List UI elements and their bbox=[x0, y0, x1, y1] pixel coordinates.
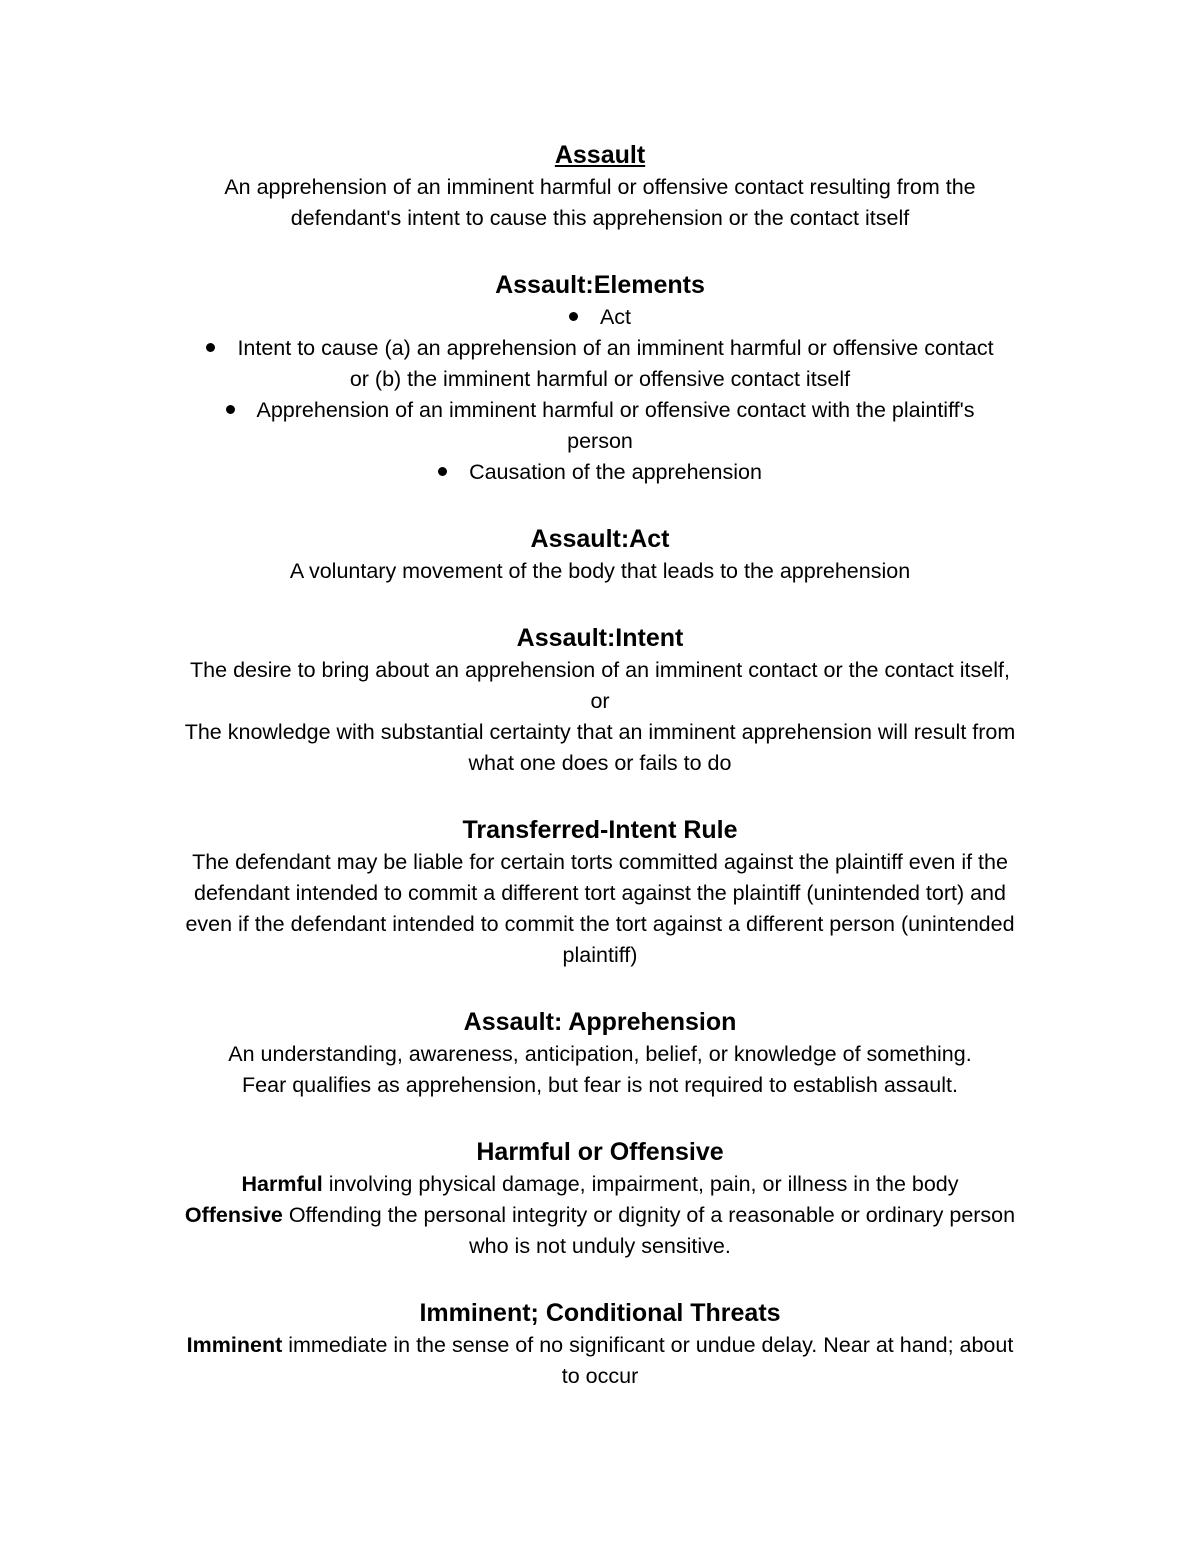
apprehension-line-1: An understanding, awareness, anticipation, belief, or knowledge of something. bbox=[228, 1042, 972, 1066]
imminent-def-line-2: to occur bbox=[561, 1364, 639, 1388]
offensive-term: Offensive bbox=[184, 1203, 283, 1227]
harmful-definition bbox=[130, 1169, 1070, 1200]
transferred-line-3: even if the defendant intended to commit the tort against a different person (unintended bbox=[185, 912, 1015, 936]
element-apprehension-line-1: Apprehension of an imminent harmful or offensive contact with the plaintiff's bbox=[256, 398, 975, 422]
section-transferred-intent bbox=[130, 813, 1070, 971]
element-causation: Causation of the apprehension bbox=[469, 460, 762, 484]
heading-imminent: Imminent; Conditional Threats bbox=[419, 1299, 781, 1327]
intent-line-1: The desire to bring about an apprehension of an imminent contact or the contact itself, bbox=[190, 658, 1010, 682]
imminent-term: Imminent bbox=[186, 1333, 283, 1357]
section-apprehension bbox=[130, 1005, 1070, 1101]
elements-list bbox=[130, 302, 1070, 488]
list-item bbox=[130, 395, 1070, 457]
act-line-1: A voluntary movement of the body that leads to the apprehension bbox=[289, 559, 911, 583]
heading-harmful-offensive: Harmful or Offensive bbox=[476, 1138, 724, 1166]
offensive-def-line-1: Offending the personal integrity or dignity of a reasonable or ordinary person bbox=[282, 1203, 1016, 1227]
list-item bbox=[130, 302, 1070, 333]
transferred-line-2: defendant intended to commit a different tort against the plaintiff (unintended tort) and bbox=[194, 881, 1006, 905]
heading-elements: Assault:Elements bbox=[495, 271, 705, 299]
imminent-def-line-1: immediate in the sense of no significant or undue delay. Near at hand; about bbox=[282, 1333, 1014, 1357]
section-intent bbox=[130, 621, 1070, 779]
heading-assault: Assault bbox=[554, 141, 646, 169]
intent-line-2: or bbox=[590, 689, 610, 713]
intent-line-3: The knowledge with substantial certainty that an imminent apprehension will result from bbox=[184, 720, 1016, 744]
apprehension-line-2: Fear qualifies as apprehension, but fear is not required to establish assault. bbox=[242, 1073, 958, 1097]
section-harmful-offensive bbox=[130, 1135, 1070, 1262]
element-intent-line-1: Intent to cause (a) an apprehension of an imminent harmful or offensive contact bbox=[237, 336, 994, 360]
transferred-line-1: The defendant may be liable for certain torts committed against the plaintiff even if the bbox=[192, 850, 1008, 874]
bullet-icon bbox=[438, 467, 447, 476]
harmful-term: Harmful bbox=[241, 1172, 323, 1196]
assault-line-2: defendant's intent to cause this apprehension or the contact itself bbox=[290, 206, 910, 230]
bullet-icon bbox=[569, 312, 578, 321]
intent-line-4: what one does or fails to do bbox=[468, 751, 732, 775]
element-apprehension-line-2: person bbox=[567, 429, 633, 453]
imminent-definition bbox=[130, 1330, 1070, 1361]
assault-line-1: An apprehension of an imminent harmful or offensive contact resulting from the bbox=[224, 175, 976, 199]
offensive-definition bbox=[130, 1200, 1070, 1231]
element-act: Act bbox=[599, 305, 632, 329]
heading-apprehension: Assault: Apprehension bbox=[463, 1008, 737, 1036]
heading-intent: Assault:Intent bbox=[516, 624, 684, 652]
section-assault bbox=[130, 138, 1070, 234]
section-act bbox=[130, 522, 1070, 587]
bullet-icon bbox=[226, 405, 235, 414]
harmful-def: involving physical damage, impairment, pain, or illness in the body bbox=[322, 1172, 959, 1196]
section-imminent bbox=[130, 1296, 1070, 1392]
section-elements bbox=[130, 268, 1070, 488]
heading-transferred-intent: Transferred-Intent Rule bbox=[462, 816, 738, 844]
document-page bbox=[130, 138, 1070, 1426]
offensive-def-line-2: who is not unduly sensitive. bbox=[469, 1234, 731, 1258]
list-item bbox=[130, 457, 1070, 488]
transferred-line-4: plaintiff) bbox=[562, 943, 638, 967]
bullet-icon bbox=[206, 343, 215, 352]
heading-act: Assault:Act bbox=[530, 525, 670, 553]
element-intent-line-2: or (b) the imminent harmful or offensive contact itself bbox=[349, 367, 851, 391]
list-item bbox=[130, 333, 1070, 395]
